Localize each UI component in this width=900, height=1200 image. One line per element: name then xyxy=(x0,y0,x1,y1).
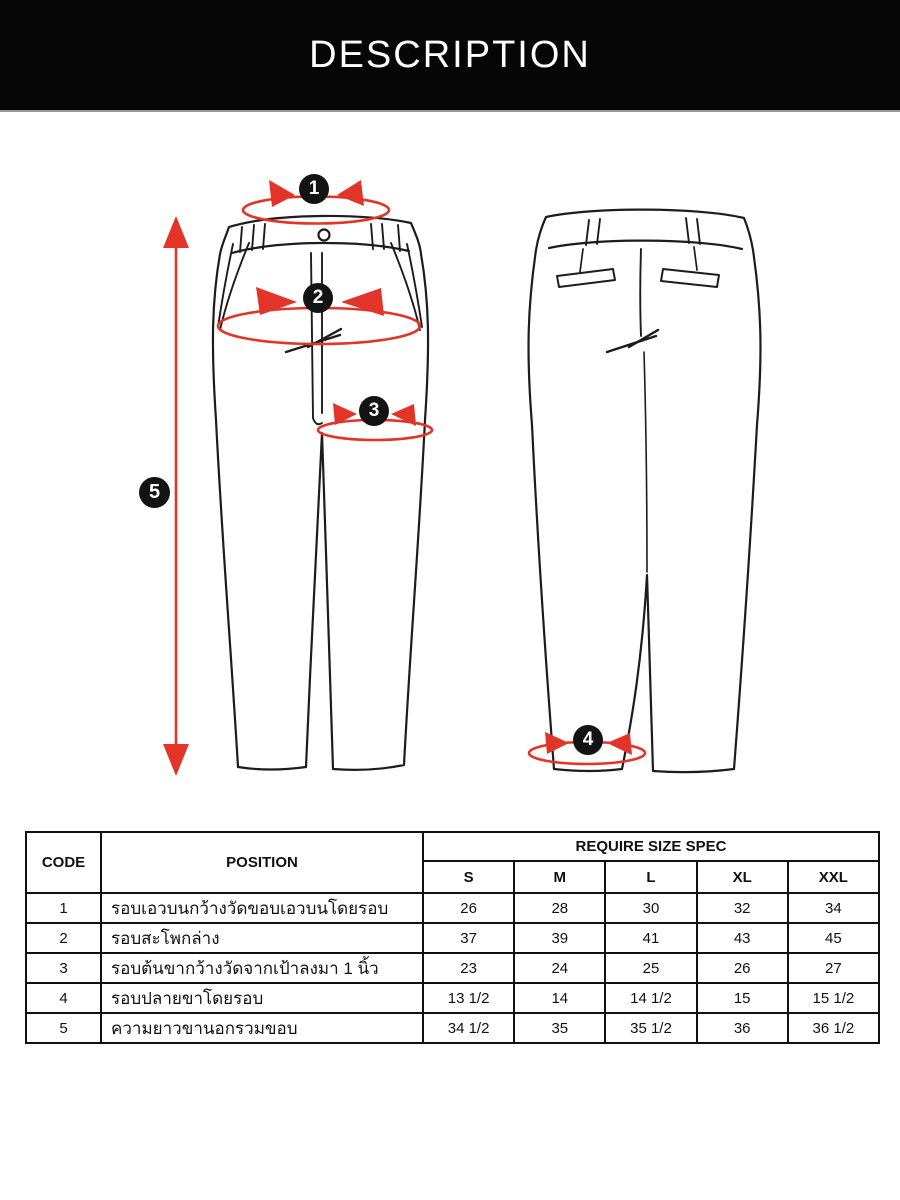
cell-value: 13 1/2 xyxy=(423,983,514,1013)
cell-code: 4 xyxy=(26,983,101,1013)
table-row xyxy=(26,983,879,1013)
measure-marker-1: 1 xyxy=(299,174,329,204)
cell-value: 23 xyxy=(423,953,514,983)
measure-marker-4: 4 xyxy=(573,725,603,755)
cell-value: 37 xyxy=(423,923,514,953)
col-header-size-s: S xyxy=(423,861,514,893)
col-header-spec: REQUIRE SIZE SPEC xyxy=(423,832,879,861)
back-center-seam xyxy=(640,249,641,336)
table-row xyxy=(26,923,879,953)
cell-value: 34 1/2 xyxy=(423,1013,514,1043)
measure-marker-5: 5 xyxy=(139,477,170,508)
cell-position: รอบปลายขาโดยรอบ xyxy=(101,983,423,1013)
cell-value: 24 xyxy=(514,953,605,983)
cell-value: 32 xyxy=(697,893,788,923)
cell-value: 14 1/2 xyxy=(605,983,696,1013)
cell-value: 26 xyxy=(697,953,788,983)
cell-code: 5 xyxy=(26,1013,101,1043)
cell-value: 15 1/2 xyxy=(788,983,879,1013)
cell-code: 3 xyxy=(26,953,101,983)
col-header-position: POSITION xyxy=(101,832,423,893)
cell-value: 28 xyxy=(514,893,605,923)
size-spec-table xyxy=(25,831,880,1044)
cell-value: 45 xyxy=(788,923,879,953)
page-title: DESCRIPTION xyxy=(309,33,591,76)
col-header-size-xl: XL xyxy=(697,861,788,893)
length-arrowhead-down xyxy=(163,744,189,776)
cell-value: 35 xyxy=(514,1013,605,1043)
arrow-1-left xyxy=(269,180,295,207)
cell-position: รอบต้นขากว้างวัดจากเป้าลงมา 1 นิ้ว xyxy=(101,953,423,983)
cell-value: 39 xyxy=(514,923,605,953)
cell-value: 36 xyxy=(697,1013,788,1043)
cell-position: รอบสะโพกล่าง xyxy=(101,923,423,953)
col-header-size-m: M xyxy=(514,861,605,893)
col-header-code: CODE xyxy=(26,832,101,893)
table-row xyxy=(26,893,879,923)
cell-value: 35 1/2 xyxy=(605,1013,696,1043)
measure-marker-2: 2 xyxy=(303,283,333,313)
col-header-size-l: L xyxy=(605,861,696,893)
cell-value: 15 xyxy=(697,983,788,1013)
table-row xyxy=(26,1013,879,1043)
table-row xyxy=(26,953,879,983)
cell-value: 34 xyxy=(788,893,879,923)
cell-value: 43 xyxy=(697,923,788,953)
arrow-1-right xyxy=(337,180,364,206)
cell-value: 27 xyxy=(788,953,879,983)
col-header-size-xxl: XXL xyxy=(788,861,879,893)
cell-value: 25 xyxy=(605,953,696,983)
cell-position: ความยาวขานอกรวมขอบ xyxy=(101,1013,423,1043)
measure-marker-3: 3 xyxy=(359,396,389,426)
cell-value: 30 xyxy=(605,893,696,923)
cell-value: 36 1/2 xyxy=(788,1013,879,1043)
back-pants-drawing xyxy=(529,210,761,773)
cell-value: 41 xyxy=(605,923,696,953)
cell-value: 14 xyxy=(514,983,605,1013)
cell-code: 2 xyxy=(26,923,101,953)
length-arrowhead-up xyxy=(163,216,189,248)
back-pants-outline xyxy=(529,210,761,773)
front-button xyxy=(319,230,330,241)
cell-value: 26 xyxy=(423,893,514,923)
cell-code: 1 xyxy=(26,893,101,923)
cell-position: รอบเอวบนกว้างวัดขอบเอวบนโดยรอบ xyxy=(101,893,423,923)
